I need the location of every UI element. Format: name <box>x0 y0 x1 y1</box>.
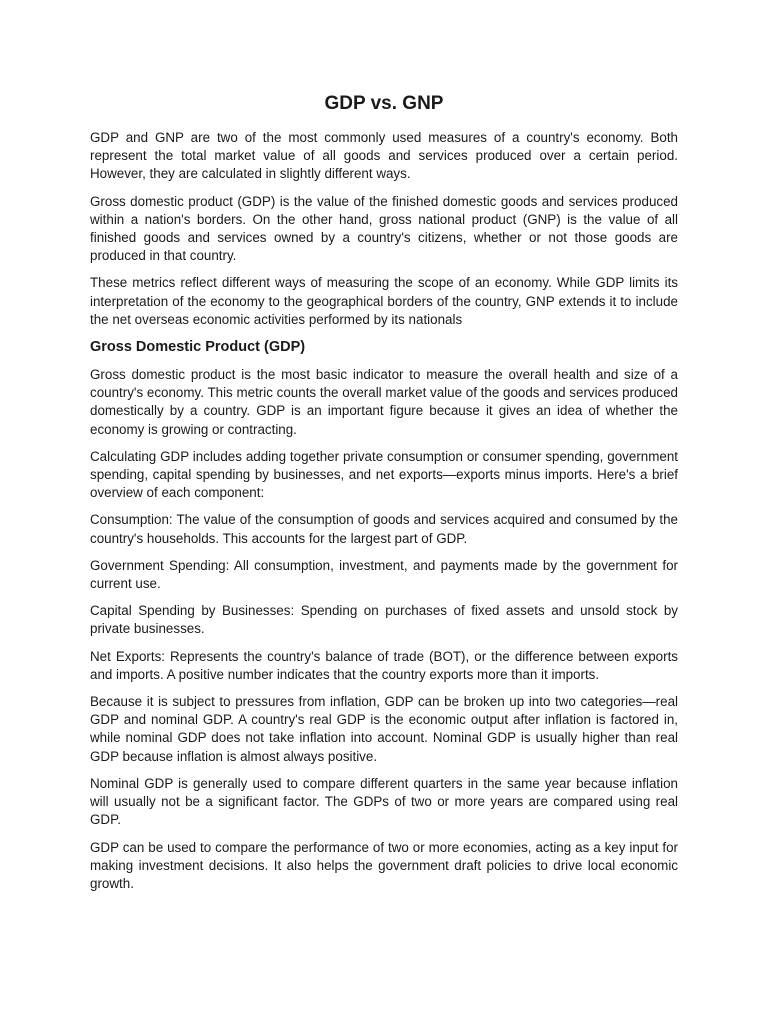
paragraph-real-vs-nominal: Because it is subject to pressures from inflation, GDP can be broken up into two categories—real GDP and nominal GDP. A country's real GDP is the economic output after inflation is factored in, while nominal GDP does not take inflation into account. Nominal GDP is usually higher than real GDP because inflation is almost always positive. <box>90 694 678 764</box>
paragraph-intro-2: Gross domestic product (GDP) is the value of the finished domestic goods and services produced within a nation's borders. On the other hand, gross national product (GNP) is the value of all finished goods and services owned by a country's citizens, whether or not those goods are produced in that country. <box>90 193 678 264</box>
paragraph-intro-1: GDP and GNP are two of the most commonly used measures of a country's economy. Both represent the total market value of all goods and services produced over a certain period. However, they are calculated in slightly different ways. <box>90 130 678 182</box>
paragraph-capital-spending: Capital Spending by Businesses: Spending on purchases of fixed assets and unsold stock by private businesses. <box>90 603 678 637</box>
paragraph-nominal-usage: Nominal GDP is generally used to compare different quarters in the same year because inflation will usually not be a significant factor. The GDPs of two or more years are compared using real GDP. <box>90 775 678 828</box>
paragraph-intro-3: These metrics reflect different ways of measuring the scope of an economy. While GDP limits its interpretation of the economy to the geographical borders of the country, GNP extends it to include the net overseas economic activities performed by its nationals <box>90 275 678 327</box>
section-heading-gdp: Gross Domestic Product (GDP) <box>90 339 306 356</box>
paragraph-consumption: Consumption: The value of the consumption of goods and services acquired and consumed by the country's households. This accounts for the largest part of GDP. <box>90 512 678 546</box>
paragraph-gdp-definition: Gross domestic product is the most basic indicator to measure the overall health and size of a country's economy. This metric counts the overall market value of the goods and services produced domestically by a country. GDP is an important figure because it gives an idea of whether the economy is growing or contracting. <box>90 367 678 437</box>
paragraph-gdp-comparison: GDP can be used to compare the performance of two or more economies, acting as a key input for making investment decisions. It also helps the government draft policies to drive local economic growth. <box>90 839 678 891</box>
paragraph-gdp-calculation: Calculating GDP includes adding together private consumption or consumer spending, government spending, capital spending by businesses, and net exports—exports minus imports. Here's a brief overview of each component: <box>90 448 678 501</box>
document-page <box>90 93 678 902</box>
paragraph-net-exports: Net Exports: Represents the country's balance of trade (BOT), or the difference between exports and imports. A positive number indicates that the country exports more than it imports. <box>90 648 678 682</box>
paragraph-government-spending: Government Spending: All consumption, investment, and payments made by the government for current use. <box>90 557 678 592</box>
page-title: GDP vs. GNP <box>324 93 444 114</box>
